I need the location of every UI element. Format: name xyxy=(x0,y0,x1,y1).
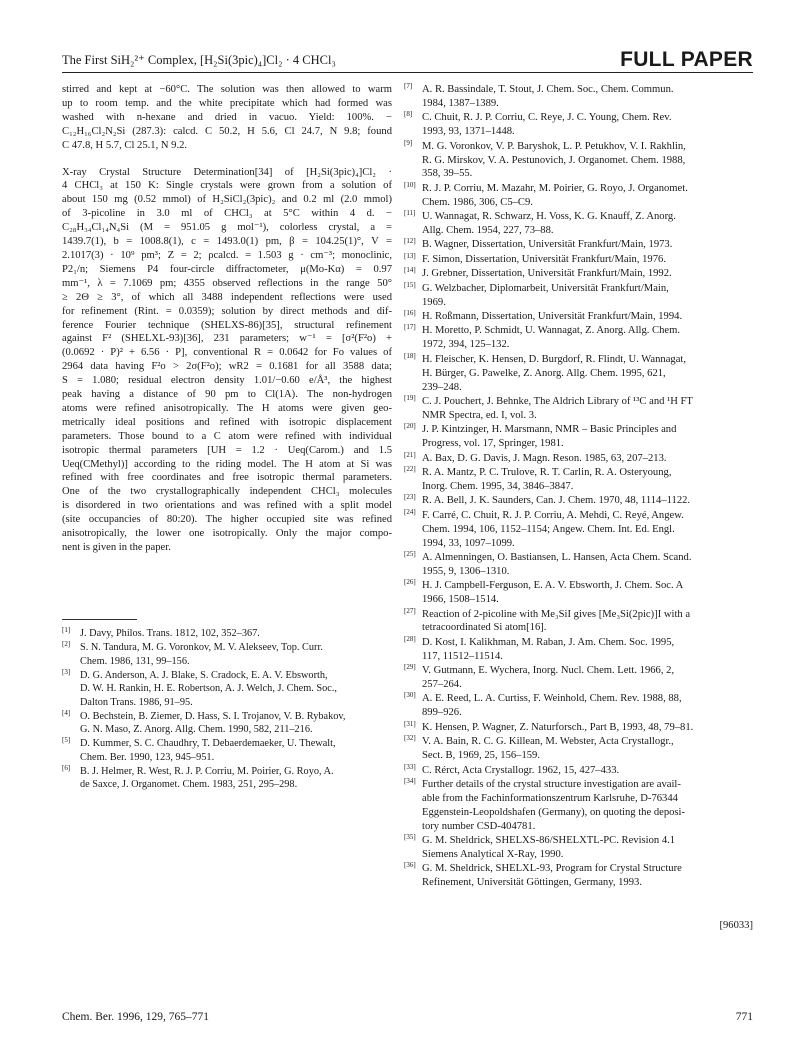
reference-item xyxy=(404,395,753,423)
reference-number: [9] xyxy=(404,138,413,147)
text-line: of 3-picoline in 3.0 ml of CHCl₃ at 5°C within 4 d. − xyxy=(62,208,392,220)
text-line: P2₁/n; Siemens P4 four-circle diffractometer, μ(Mo-Kα) = 0.97 xyxy=(62,263,392,275)
reference-line: V. A. Bain, R. C. G. Killean, M. Webster, Acta Crystallogr., xyxy=(422,736,674,748)
page-number: 771 xyxy=(735,1011,753,1023)
reference-number: [6] xyxy=(62,763,71,772)
reference-line: U. Wannagat, R. Schwarz, H. Voss, K. G. Knauff, Z. Anorg. xyxy=(422,211,676,223)
reference-line: A. Almenningen, O. Bastiansen, L. Hansen, Acta Chem. Scand. xyxy=(422,551,692,563)
reference-line: H. Bürger, G. Pawelke, Z. Anorg. Allg. Chem. 1995, 621, xyxy=(422,367,666,379)
reference-line: 1972, 394, 125–132. xyxy=(422,339,510,351)
reference-item xyxy=(404,735,753,763)
reference-line: G. M. Sheldrick, SHELXS-86/SHELXTL-PC. Revision 4.1 xyxy=(422,835,676,847)
reference-line: G. Welzbacher, Diplomarbeit, Universität Frankfurt/Main, xyxy=(422,282,669,294)
reference-item xyxy=(404,608,753,636)
text-line: about 150 mg (0.52 mmol) of H₂SiCl₂(3pic)₂ and 0.2 ml (2.0 mmol) xyxy=(62,194,392,206)
reference-item xyxy=(404,834,753,862)
reference-number: [1] xyxy=(62,626,71,634)
reference-line: Further details of the crystal structure investigation are avail- xyxy=(422,778,681,790)
text-line: metrically ideal positions and refined with isotropic displacement xyxy=(62,416,392,428)
reference-line: R. A. Mantz, P. C. Trulove, R. T. Carlin, R. A. Osteryoung, xyxy=(422,466,672,478)
reference-line: Sect. B, 1969, 25, 156–159. xyxy=(422,750,541,762)
reference-item xyxy=(404,692,753,720)
reference-line: Inorg. Chem. 1995, 34, 3846–3847. xyxy=(422,480,574,492)
reference-item xyxy=(62,765,392,792)
reference-number: [12] xyxy=(404,237,416,246)
reference-line: 239–248. xyxy=(422,381,462,393)
reference-item xyxy=(404,423,753,451)
reference-line: A. Bax, D. G. Davis, J. Magn. Reson. 1985, 63, 207–213. xyxy=(422,452,667,464)
reference-number: [5] xyxy=(62,736,71,744)
reference-line: J. Grebner, Dissertation, Universität Frankfurt/Main, 1992. xyxy=(422,268,672,280)
text-line: 2964 data having F²o > 2σ(F²o); wR2 = 0.1681 for all 3588 data; xyxy=(62,361,392,373)
reference-item xyxy=(404,310,753,324)
reference-item xyxy=(404,83,753,111)
reference-line: NMR Spectra, ed. I, vol. 3. xyxy=(422,409,537,421)
reference-line: O. Bechstein, B. Ziemer, D. Hass, S. I. Trojanov, V. B. Rybakov, xyxy=(80,710,346,722)
text-line: C₁₂H₁₆Cl₂N₂Si (287.3): calcd. C 50.2, H 5.6, Cl 24.7, N 9.8; found xyxy=(62,125,392,137)
reference-line: R. A. Bell, J. K. Saunders, Can. J. Chem. 1970, 48, 1114–1122. xyxy=(422,495,691,507)
reference-item xyxy=(404,778,753,834)
reference-line: 358, 39–55. xyxy=(422,168,473,180)
reference-number: [34] xyxy=(404,776,416,785)
reference-number: [22] xyxy=(404,464,416,473)
journal-citation: Chem. Ber. 1996, 129, 765–771 xyxy=(62,1011,209,1023)
text-line: is disordered in two orientations and was refined with a split model xyxy=(62,500,392,512)
reference-line: Chem. 1986, 306, C5–C9. xyxy=(422,196,533,208)
text-line: up to room temp. and the white precipitate which had formed was xyxy=(62,97,392,109)
text-line: 1439.7(1), b = 1008.8(1), c = 1493.0(1) pm, β = 104.25(1)°, V = xyxy=(62,236,392,248)
reference-number: [4] xyxy=(62,708,71,717)
reference-item xyxy=(404,324,753,352)
reference-line: 899–926. xyxy=(422,707,462,719)
text-line: peak having a distance of 90 pm to Cl(1A). The non-hydrogen xyxy=(62,389,392,401)
reference-number: [21] xyxy=(404,450,416,459)
reference-number: [30] xyxy=(404,691,416,700)
reference-number: [36] xyxy=(404,861,416,870)
reference-number: [23] xyxy=(404,493,416,502)
reference-number: [16] xyxy=(404,309,416,317)
reference-item xyxy=(404,636,753,664)
text-line: 2.1017(3) · 10⁹ pm³; Z = 2; ρcalcd. = 1.503 g · cm⁻³; monoclinic, xyxy=(62,249,392,261)
text-line: for refinement (Rint. = 0.0359); solution by direct methods and dif- xyxy=(62,305,392,317)
reference-item xyxy=(404,210,753,238)
reference-line: 1966, 1508–1514. xyxy=(422,594,499,606)
reference-number: [15] xyxy=(404,280,416,289)
text-line: (site occupancies of 80:20). The higher occupied site was refined xyxy=(62,514,392,526)
reference-line: H. Fleischer, K. Hensen, D. Burgdorf, R. Flindt, U. Wannagat, xyxy=(422,353,687,365)
reference-item xyxy=(404,238,753,252)
reference-line: Eggenstein-Leopoldshafen (Germany), on quoting the deposi- xyxy=(422,806,686,818)
reference-line: C. J. Pouchert, J. Behnke, The Aldrich Library of ¹³C and ¹H FT xyxy=(422,395,693,407)
text-line: (0.0692 · P)² + 6.56 · P], conventional R = 0.0642 for Fo values of xyxy=(62,347,392,359)
reference-line: 257–264. xyxy=(422,679,462,691)
reference-line: S. N. Tandura, M. G. Voronkov, M. V. Alekseev, Top. Curr. xyxy=(80,642,323,653)
reference-item xyxy=(404,140,753,182)
reference-number: [28] xyxy=(404,634,416,643)
reference-line: F. Simon, Dissertation, Universität Frankfurt/Main, 1976. xyxy=(422,253,666,265)
reference-item xyxy=(404,764,753,778)
footnote-rule xyxy=(62,619,137,620)
reference-line: H. J. Campbell-Ferguson, E. A. V. Ebsworth, J. Chem. Soc. A xyxy=(422,580,684,592)
page-header xyxy=(62,48,753,73)
reference-line: R. G. Mirskov, V. A. Pestunovich, J. Organomet. Chem. 1988, xyxy=(422,154,686,166)
reference-number: [14] xyxy=(404,266,416,275)
reference-item xyxy=(62,669,392,710)
reference-line: V. Gutmann, E. Wychera, Inorg. Nucl. Chem. Lett. 1966, 2, xyxy=(422,665,675,677)
reference-line: J. Davy, Philos. Trans. 1812, 102, 352–367. xyxy=(80,628,260,639)
reference-number: [8] xyxy=(404,110,413,119)
reference-line: 1955, 9, 1306–1310. xyxy=(422,565,510,577)
reference-number: [32] xyxy=(404,734,416,743)
reference-item xyxy=(404,466,753,494)
reference-line: D. G. Anderson, A. J. Blake, S. Cradock, E. A. V. Ebsworth, xyxy=(80,669,328,681)
text-line: Ueq(CMethyl)] according to the riding model. The H atom at Si was xyxy=(62,458,392,470)
reference-item xyxy=(404,253,753,267)
reference-item xyxy=(404,862,753,890)
reference-number: [26] xyxy=(404,578,416,587)
text-line: anisotropically, the lower one isotropically. Only the major compo- xyxy=(62,528,392,540)
reference-number: [17] xyxy=(404,323,416,332)
reference-line: 1993, 93, 1371–1448. xyxy=(422,126,515,138)
reference-item xyxy=(404,267,753,281)
references-right xyxy=(404,83,753,891)
reference-line: R. J. P. Corriu, M. Mazahr, M. Poirier, G. Royo, J. Organomet. xyxy=(422,182,688,194)
text-line: C 47.8, H 5.7, Cl 25.1, N 9.2. xyxy=(62,139,188,151)
reference-line: H. Roßmann, Dissertation, Universität Frankfurt/Main, 1994. xyxy=(422,311,683,322)
section-label: FULL PAPER xyxy=(620,48,753,71)
reference-item xyxy=(404,452,753,466)
text-line: mm⁻¹, λ = 7.1069 pm; 4355 observed reflections in the range 50° xyxy=(62,277,392,289)
xray-paragraph xyxy=(62,166,392,555)
reference-line: tetracoordinated Si atom[16]. xyxy=(422,622,547,634)
reference-line: Dalton Trans. 1986, 91–95. xyxy=(80,696,193,708)
reference-line: 1994, 33, 1097–1099. xyxy=(422,537,515,549)
reference-line: Chem. 1986, 131, 99–156. xyxy=(80,655,190,667)
reference-number: [11] xyxy=(404,209,416,218)
reference-line: able from the Fachinformationszentrum Karlsruhe, D-76344 xyxy=(422,792,678,804)
reference-number: [18] xyxy=(404,351,416,360)
reference-line: Siemens Analytical X-Ray, 1990. xyxy=(422,848,564,860)
reference-number: [3] xyxy=(62,667,71,676)
reference-number: [20] xyxy=(404,422,416,431)
reference-line: G. M. Sheldrick, SHELXL-93, Program for Crystal Structure xyxy=(422,863,682,875)
text-line: 4 CHCl₃ at 150 K: Single crystals were grown from a solution of xyxy=(62,180,392,192)
reference-number: [33] xyxy=(404,762,416,771)
reference-line: B. Wagner, Dissertation, Universität Frankfurt/Main, 1973. xyxy=(422,239,673,251)
reference-line: Chem. 1994, 106, 1152–1154; Angew. Chem. Int. Ed. Engl. xyxy=(422,523,675,535)
reference-line: A. E. Reed, L. A. Curtiss, F. Weinhold, Chem. Rev. 1988, 88, xyxy=(422,693,682,705)
reference-line: Chem. Ber. 1990, 123, 945–951. xyxy=(80,751,215,763)
reference-number: [19] xyxy=(404,393,416,402)
text-line: ≥ 2Θ ≥ 3°, of which all 3488 independent reflections were used xyxy=(62,291,392,303)
reference-item xyxy=(404,721,753,735)
text-line: ference Fourier technique (SHELXS-86)[35], structural refinement xyxy=(62,319,392,331)
reference-line: M. G. Voronkov, V. P. Baryshok, L. P. Petukhov, V. I. Rakhlin, xyxy=(422,140,686,152)
reference-number: [10] xyxy=(404,180,416,189)
reference-line: tory number CSD-404781. xyxy=(422,820,536,832)
text-line: parameters. Those bound to a C atom were refined with individual xyxy=(62,430,392,442)
reference-number: [31] xyxy=(404,719,416,728)
reference-line: J. P. Kintzinger, H. Marsmann, NMR – Basic Principles and xyxy=(422,424,677,436)
text-line: One of the two crystallographically independent CHCl₃ molecules xyxy=(62,486,392,498)
reference-line: Allg. Chem. 1954, 227, 73–88. xyxy=(422,225,554,237)
manuscript-tag: [96033] xyxy=(719,920,753,931)
reference-item xyxy=(62,641,392,668)
reference-line: A. R. Bassindale, T. Stout, J. Chem. Soc., Chem. Commun. xyxy=(422,84,674,95)
reference-number: [35] xyxy=(404,833,416,842)
reference-number: [24] xyxy=(404,507,416,516)
references-left xyxy=(62,627,392,792)
reference-line: G. N. Maso, Z. Anorg. Allg. Chem. 1990, 582, 211–216. xyxy=(80,724,313,735)
reference-line: F. Carré, C. Chuit, R. J. P. Corriu, A. Mehdi, C. Reyé, Angew. xyxy=(422,509,684,521)
text-line: stirred and kept at −60°C. The solution was then allowed to warm xyxy=(62,84,392,95)
text-line: X-ray Crystal Structure Determination[34] of [H₂Si(3pic)₄]Cl₂ · xyxy=(62,166,392,178)
reference-line: C. Rérct, Acta Crystallogr. 1962, 15, 427–433. xyxy=(422,764,620,776)
reference-line: 1969. xyxy=(422,296,446,308)
text-line: refined with free coordinates and free isotropic thermal parameters. xyxy=(62,472,392,484)
reference-line: Refinement, Universität Göttingen, Germany, 1993. xyxy=(422,877,642,889)
reference-item xyxy=(404,353,753,395)
text-line: isotropic thermal parameters [UH = 1.2 · Ueq(Carom.) and 1.5 xyxy=(62,444,392,456)
left-column xyxy=(62,83,392,555)
reference-line: D. Kost, I. Kalikhman, M. Raban, J. Am. Chem. Soc. 1995, xyxy=(422,636,675,648)
reference-line: Progress, vol. 17, Springer, 1981. xyxy=(422,438,564,450)
reference-line: 1984, 1387–1389. xyxy=(422,97,499,109)
reference-number: [7] xyxy=(404,82,413,90)
reference-item xyxy=(404,551,753,579)
reference-number: [13] xyxy=(404,251,416,260)
reference-line: D. W. H. Rankin, H. E. Robertson, A. J. Welch, J. Chem. Soc., xyxy=(80,683,337,694)
reference-item xyxy=(62,710,392,737)
reference-item xyxy=(404,494,753,508)
reference-item xyxy=(404,664,753,692)
experimental-paragraph xyxy=(62,83,392,153)
reference-line: B. J. Helmer, R. West, R. J. P. Corriu, M. Poirier, G. Royo, A. xyxy=(80,765,334,777)
reference-line: Reaction of 2-picoline with Me₃SiI gives [Me₃Si(2pic)]I with a xyxy=(422,608,691,620)
text-line: C₂₈H₃₄Cl₁₄N₄Si (M = 951.05 g mol⁻¹), colorless crystal, a = xyxy=(62,222,392,234)
reference-item xyxy=(62,627,392,641)
reference-line: 117, 11512–11514. xyxy=(422,650,503,662)
reference-number: [27] xyxy=(404,606,416,615)
reference-item xyxy=(404,182,753,210)
reference-line: de Saxce, J. Organomet. Chem. 1983, 251, 295–298. xyxy=(80,779,298,790)
reference-item xyxy=(404,579,753,607)
reference-line: K. Hensen, P. Wagner, Z. Naturforsch., Part B, 1993, 48, 79–81. xyxy=(422,721,694,733)
text-line: atoms were refined anisotropically. The H atoms were given geo- xyxy=(62,402,392,414)
reference-number: [29] xyxy=(404,663,416,672)
text-line: against F² (SHELXL-93)[36], 231 parameters; w⁻¹ = [σ²(F²o) + xyxy=(62,333,392,345)
reference-number: [25] xyxy=(404,549,416,558)
reference-item xyxy=(404,282,753,310)
reference-item xyxy=(404,111,753,139)
reference-item xyxy=(404,509,753,551)
text-line: nent is given in the paper. xyxy=(62,542,171,553)
reference-number: [2] xyxy=(62,640,71,648)
text-line: washed with n-hexane and dried in vacuo. Yield: 100%. − xyxy=(62,111,392,123)
reference-item xyxy=(62,737,392,764)
running-title: The First SiH₂²⁺ Complex, [H₂Si(3pic)₄]Cl₂ · 4 CHCl₃ xyxy=(62,53,336,67)
text-line: S = 1.080; residual electron density 1.01/−0.60 e/Å³, the highest xyxy=(62,375,392,387)
reference-line: C. Chuit, R. J. P. Corriu, C. Reye, J. C. Young, Chem. Rev. xyxy=(422,112,672,124)
reference-line: H. Moretto, P. Schmidt, U. Wannagat, Z. Anorg. Allg. Chem. xyxy=(422,325,680,337)
reference-line: D. Kummer, S. C. Chaudhry, T. Debaerdemaeker, U. Thewalt, xyxy=(80,738,336,749)
